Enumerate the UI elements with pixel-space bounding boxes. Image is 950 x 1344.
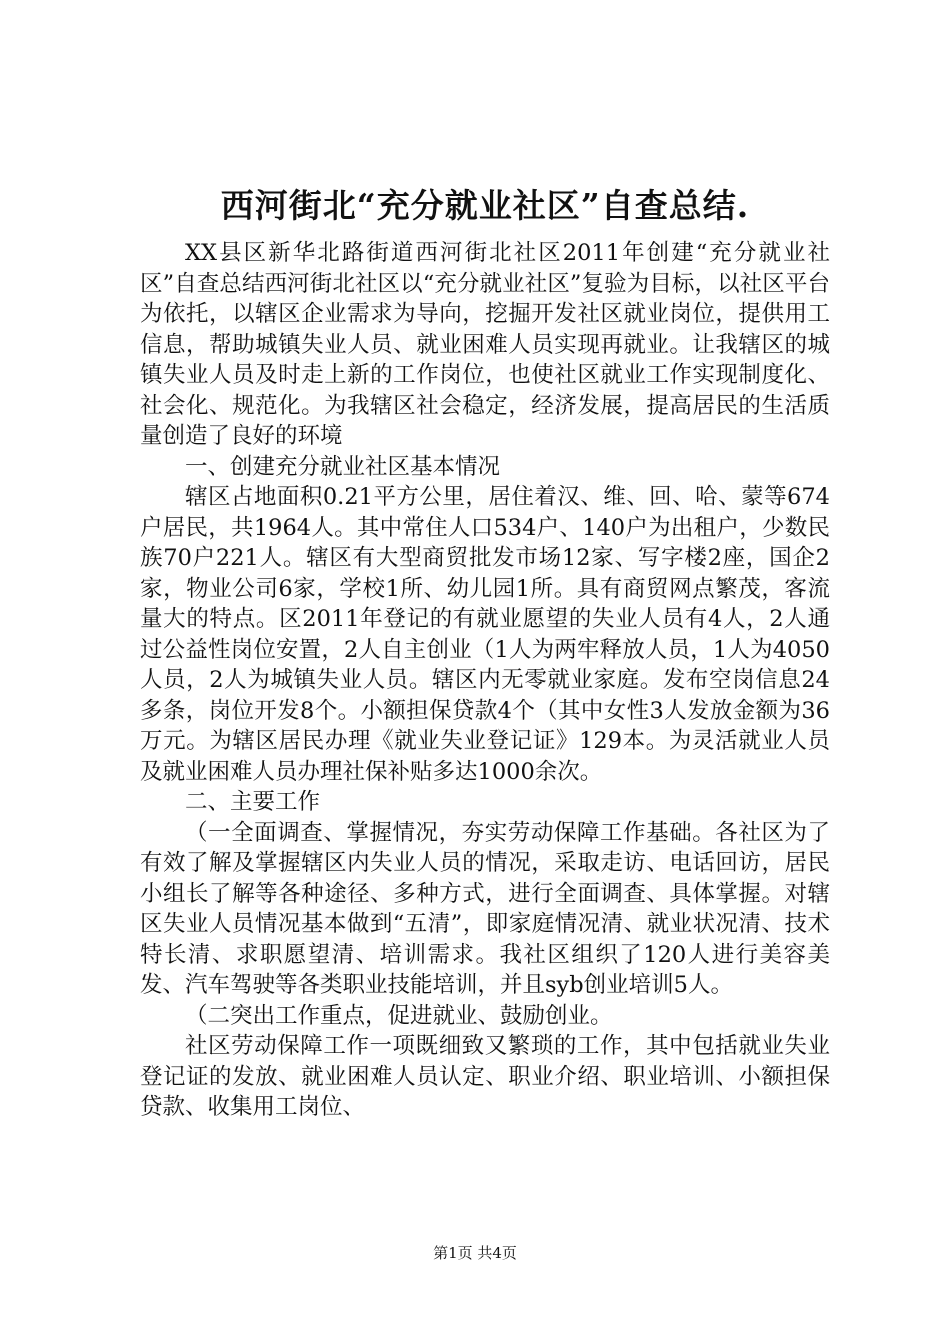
document-title: 西河街北“充分就业社区”自查总结.	[220, 186, 750, 225]
survey-paragraph: （一全面调查、掌握情况，夯实劳动保障工作基础。各社区为了有效了解及掌握辖区内失业人员的情况，采取走访、电话回访，居民小组长了解等各种途径、多种方式，进行全面调查、具体掌握。对辖区失业人员情况基本做到“五清”，即家庭情况清、就业状况清、技术特长清、求职愿望清、培训需求。我社区组织了120人进行美容美发、汽车驾驶等各类职业技能培训，并且syb创业培训5人。	[140, 819, 830, 998]
document-page	[140, 178, 830, 1123]
section-heading-2: 二、主要工作	[185, 789, 321, 815]
basic-situation-paragraph: 辖区占地面积0.21平方公里，居住着汉、维、回、哈、蒙等674户居民，共1964人。其中常住人口534户、140户为出租户，少数民族70户221人。辖区有大型商贸批发市场12家、写字楼2座，国企2家，物业公司6家，学校1所、幼儿园1所。具有商贸网点繁茂，客流量大的特点。区2011年登记的有就业愿望的失业人员有4人，2人通过公益性岗位安置，2人自主创业（1人为两牢释放人员，1人为4050人员，2人为城镇失业人员。辖区内无零就业家庭。发布空岗信息24多条，岗位开发8个。小额担保贷款4个（其中女性3人发放金额为36万元。为辖区居民办理《就业失业登记证》129本。为灵活就业人员及就业困难人员办理社保补贴多达1000余次。	[140, 484, 830, 785]
section-heading-1: 一、创建充分就业社区基本情况	[185, 453, 501, 480]
intro-paragraph: XX县区新华北路街道西河街北社区2011年创建“充分就业社区”自查总结西河街北社区以“充分就业社区”复验为目标，以社区平台为依托，以辖区企业需求为导向，挖掘开发社区就业岗位，提供用工信息，帮助城镇失业人员、就业困难人员实现再就业。让我辖区的城镇失业人员及时走上新的工作岗位，也使社区就业工作实现制度化、社会化、规范化。为我辖区社会稳定，经济发展，提高居民的生活质量创造了良好的环境	[140, 240, 830, 449]
labor-work-paragraph: 社区劳动保障工作一项既细致又繁琐的工作，其中包括就业失业登记证的发放、就业困难人员认定、职业介绍、职业培训、小额担保贷款、收集用工岗位、	[140, 1033, 830, 1120]
subsection-heading-2: （二突出工作重点，促进就业、鼓励创业。	[185, 1002, 613, 1029]
page-footer: 第1页 共4页	[433, 1244, 517, 1262]
